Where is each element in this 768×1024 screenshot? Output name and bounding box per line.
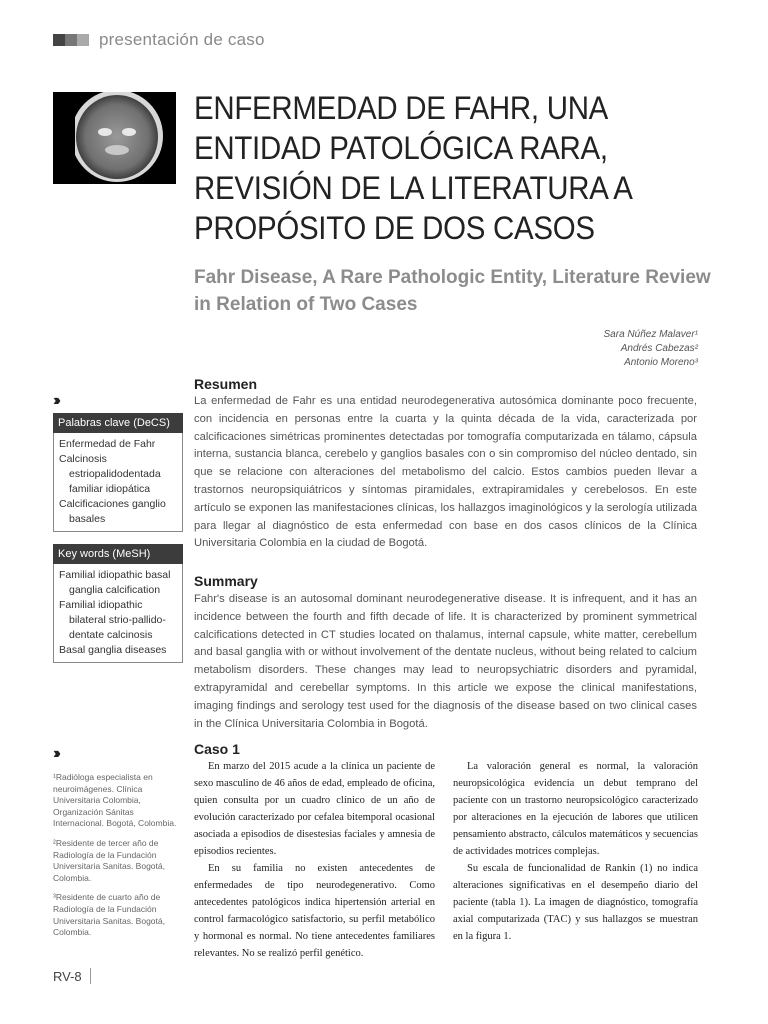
keywords-heading: Palabras clave (DeCS) — [53, 413, 183, 433]
article-subtitle: Fahr Disease, A Rare Pathologic Entity, Literature Review in Relation of Two Cases — [194, 267, 711, 315]
keyword-item: Basal ganglia diseases — [59, 644, 167, 656]
footnotes — [53, 772, 179, 947]
keyword-item: familiar idiopática — [69, 483, 151, 495]
keyword-item: Calcinosis — [59, 453, 107, 465]
keyword-item: dentate calcinosis — [69, 629, 153, 641]
keyword-item: ganglia calcification — [69, 584, 161, 596]
paragraph: La valoración general es normal, la valoración neuropsicológica evidencia un debut temprano del paciente con un trastorno neuropsicológico caracterizado por alteraciones en la ejecución de labores que utilicen pensamiento abstracto, cálculos matemáticos y secuencias de actividades motrices complejas. — [453, 761, 698, 857]
keyword-item: Enfermedad de Fahr — [59, 438, 156, 450]
keyword-item: Calcificaciones ganglio — [59, 498, 166, 510]
footnote: ¹Radióloga especialista en neuroimágenes. Clínica Universitaria Colombia, Organización Sánitas Internacional. Bogotá, Colombia. — [53, 772, 177, 829]
paragraph: En su familia no existen antecedentes de enfermedades de tipo neurodegenerativo. Como antecedentes patológicos indica hipertensión arterial en control farmacológico satisfactorio, su perfil metabólico y hormonal es normal. No tiene antecedentes familiares relevantes. No se realizó perfil genético. — [194, 863, 435, 959]
keywords-list — [53, 433, 183, 532]
double-chevron-icon: ››› — [53, 392, 57, 409]
author: Antonio Moreno³ — [624, 357, 698, 368]
double-chevron-icon: ››› — [53, 745, 57, 762]
page-label: RV-8 — [53, 968, 82, 984]
case-column-right — [453, 758, 698, 945]
keyword-item: bilateral strio-pallido- — [69, 614, 166, 626]
keyword-item: basales — [69, 513, 106, 525]
author: Andrés Cabezas² — [620, 343, 698, 354]
summary-text: Fahr's disease is an autosomal dominant neurodegenerative disease. It is infrequent, and it has an incidence between the fourth and fifth decade of life. It is characterized by prominent symmetrical calcifications detected in CT studies located on thalamus, internal capsule, white matter, cerebellum and basal ganglia with or without involvement of the dentate nucleus, without being related to calcium metabolism disorders. These changes may lead to neuropsychiatric disorders and pyramidal, extrapyramidal and cerebellar symptoms. In this article we expose the clinical manifestations, imaging findings and serology test used for the diagnosis of the disease based on two clinical cases in the Clínica Universitaria Colombia in Bogotá. — [194, 593, 697, 730]
keyword-item: Familial idiopathic — [59, 599, 143, 611]
section-tag — [53, 30, 265, 50]
section-tag-squares — [53, 34, 89, 46]
footnote: ³Residente de cuarto año de Radiología de la Fundación Universitaria Sanitas. Bogotá, Colombia. — [53, 892, 165, 938]
case-column-left — [194, 758, 435, 962]
paragraph: Su escala de funcionalidad de Rankin (1) no indica alteraciones significativas en el desempeño diario del paciente (tabla 1). La imagen de diagnóstico, tomografía axial computarizada (TAC) y sus hallazgos se muestran en la figura 1. — [453, 863, 698, 942]
keywords-box-es — [53, 413, 183, 532]
resumen-text: La enfermedad de Fahr es una entidad neurodegenerativa autosómica dominante poco frecuente, con incidencia en personas entre la cuarta y la quinta década de la vida, caracterizada por calcificaciones simétricas prominentes detectadas por tomografía computarizada en tálamo, cápsula interna, sustancia blanca, cerebelo y ganglios basales con o sin compromiso del núcleo dentado, sin que se relacione con alteraciones del metabolismo del calcio. Estos cambios pueden llevar a trastornos neuropsiquiátricos y síntomas piramidales, extrapiramidales y cerebelosos. En este artículo se exponen las manifestaciones clínicas, los hallazgos imaginológicos y la serología utilizada para llegar al diagnóstico de esta enfermedad con base en dos casos clínicos de la Clínica Universitaria Colombia en la ciudad de Bogotá. — [194, 395, 697, 550]
keyword-item: estriopalidodentada — [69, 468, 161, 480]
case-heading: Caso 1 — [194, 741, 240, 757]
footnote: ²Residente de tercer año de Radiología de la Fundación Universitaria Sanitas. Bogotá, Colombia. — [53, 837, 165, 883]
resumen-heading: Resumen — [194, 376, 258, 392]
paragraph: En marzo del 2015 acude a la clínica un paciente de sexo masculino de 46 años de edad, empleado de oficina, quien consulta por un cuadro clínico de un año de evolución caracterizado por cefalea bitemporal ocasional asociada a episodios de disestesias faciales y amnesia de episodios recientes. — [194, 761, 435, 857]
author-list — [604, 328, 698, 370]
author: Sara Núñez Malaver¹ — [603, 329, 698, 340]
page-number — [53, 968, 91, 984]
keywords-box-en — [53, 544, 183, 663]
keywords-list — [53, 564, 183, 663]
section-label: presentación de caso — [99, 30, 265, 49]
keyword-item: Familial idiopathic basal — [59, 569, 171, 581]
article-title: ENFERMEDAD DE FAHR, UNA ENTIDAD PATOLÓGICA RARA, REVISIÓN DE LA LITERATURA A PROPÓSITO DE DOS CASOS — [194, 90, 632, 246]
keywords-heading: Key words (MeSH) — [53, 544, 183, 564]
ct-scan-image — [53, 92, 176, 184]
summary-heading: Summary — [194, 573, 258, 589]
